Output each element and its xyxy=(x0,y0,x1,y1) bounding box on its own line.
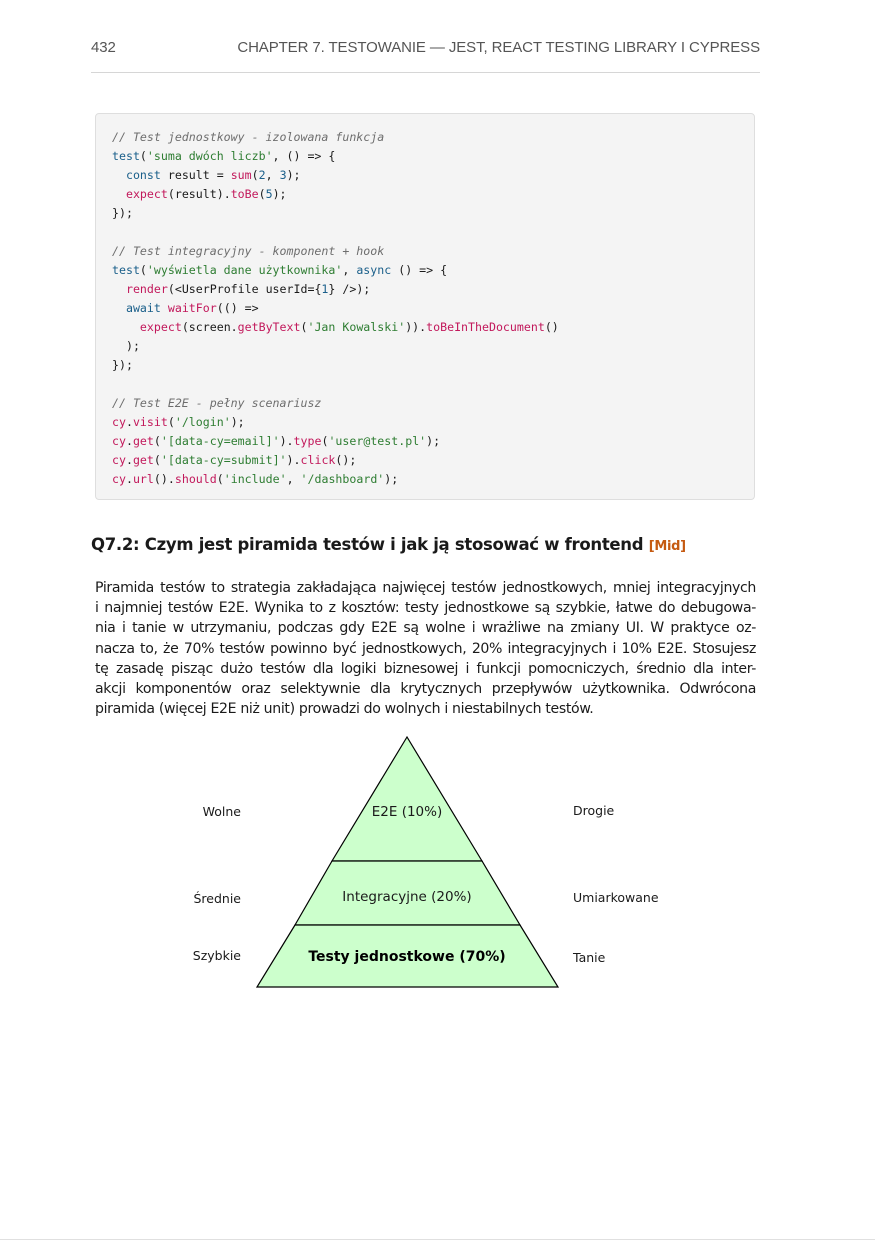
code-line xyxy=(112,223,559,242)
code-line xyxy=(112,299,559,318)
code-token: result = xyxy=(160,168,231,182)
tier-label-top: E2E (10%) xyxy=(371,804,443,820)
code-token: ( xyxy=(167,415,175,429)
code-token: (). xyxy=(153,472,175,486)
paragraph-line: nacza to, że 70% testów powinno być jednostkowych, 20% integracyjnych i 10% E2E. Stosujesz xyxy=(95,640,756,657)
code-token: ( xyxy=(153,434,161,448)
pyramid-tier-top xyxy=(332,737,482,861)
code-token: 'Jan Kowalski' xyxy=(307,320,406,334)
code-token xyxy=(112,187,126,201)
code-token: toBe xyxy=(230,187,259,201)
code-token: test xyxy=(112,263,140,277)
code-line xyxy=(112,166,559,185)
code-line xyxy=(112,394,559,413)
paragraph-line: piramida (więcej E2E niż unit) prowadzi do wolnych i niestabilnych testów. xyxy=(95,701,594,718)
code-token: ( xyxy=(251,168,259,182)
code-token: visit xyxy=(132,415,168,429)
code-token: // Test jednostkowy - izolowana funkcja xyxy=(112,130,385,144)
code-token xyxy=(112,320,140,334)
code-token: 'wyświetla dane użytkownika' xyxy=(146,263,343,277)
code-token: ). xyxy=(286,453,301,467)
code-token: click xyxy=(300,453,336,467)
code-token: 3 xyxy=(279,168,287,182)
code-token: '/login' xyxy=(174,415,231,429)
code-line xyxy=(112,470,559,489)
code-block xyxy=(95,113,755,500)
code-token: , xyxy=(265,168,280,182)
cost-label-top: Drogie xyxy=(573,803,615,818)
code-token: '[data-cy=submit]' xyxy=(160,453,287,467)
code-token xyxy=(112,301,126,315)
test-pyramid-diagram xyxy=(180,730,680,995)
tier-label-middle: Integracyjne (20%) xyxy=(342,889,472,905)
question-heading xyxy=(91,535,686,554)
code-line xyxy=(112,375,559,394)
code-token: )). xyxy=(405,320,427,334)
code-token: , xyxy=(342,263,357,277)
code-token: (<UserProfile userId={ xyxy=(167,282,322,296)
code-token: const xyxy=(125,168,161,182)
code-listing xyxy=(112,128,559,489)
code-token: . xyxy=(125,415,133,429)
code-token: should xyxy=(174,472,217,486)
code-token: ); xyxy=(230,415,245,429)
code-line xyxy=(112,413,559,432)
code-line xyxy=(112,451,559,470)
code-token: cy xyxy=(112,415,126,429)
code-token: ); xyxy=(272,187,287,201)
code-token: } />); xyxy=(328,282,371,296)
code-token: sum xyxy=(230,168,252,182)
code-line xyxy=(112,204,559,223)
code-token: }); xyxy=(112,206,133,220)
code-token: () xyxy=(544,320,559,334)
code-token: 1 xyxy=(321,282,329,296)
paragraph-line: tę zasadę pisząc dużo testów dla logiki biznesowej i funkcji pomocniczych, średnio dla inter- xyxy=(95,660,756,677)
code-token: url xyxy=(132,472,154,486)
code-token: get xyxy=(132,453,154,467)
code-line xyxy=(112,242,559,261)
code-token xyxy=(161,301,168,315)
question-title: Q7.2: Czym jest piramida testów i jak ją stosować w frontend xyxy=(91,535,644,554)
code-token: waitFor xyxy=(167,301,217,315)
code-line xyxy=(112,261,559,280)
code-token: ( xyxy=(258,187,266,201)
code-token: expect xyxy=(139,320,182,334)
code-token: 5 xyxy=(265,187,273,201)
paragraph-line: i najmniej testów E2E. Wynika to z kosztów: testy jednostkowe są szybkie, łatwe do debugowa- xyxy=(95,600,756,617)
code-token: ); xyxy=(286,168,301,182)
code-token: ( xyxy=(153,453,161,467)
code-token: 2 xyxy=(258,168,266,182)
code-token: ); xyxy=(426,434,441,448)
code-line xyxy=(112,337,559,356)
speed-label-top: Wolne xyxy=(202,804,241,819)
code-token: await xyxy=(125,301,161,315)
code-token: . xyxy=(125,453,133,467)
code-token: ( xyxy=(139,149,147,163)
code-line xyxy=(112,280,559,299)
code-token: ( xyxy=(139,263,147,277)
code-token: (screen. xyxy=(181,320,238,334)
footer-divider xyxy=(0,1239,875,1240)
code-token: // Test E2E - pełny scenariusz xyxy=(112,396,322,410)
code-token: . xyxy=(125,472,133,486)
code-token: ( xyxy=(321,434,329,448)
paragraph-line: nia i tanie w utrzymaniu, podczas gdy E2E są wolne i wrażliwe na zmiany UI. W praktyce oz- xyxy=(95,620,756,637)
tier-label-bottom: Testy jednostkowe (70%) xyxy=(308,949,506,965)
paragraph-line: akcji komponentów oraz selektywnie dla krytycznych przepływów użytkownika. Odwrócona xyxy=(95,680,756,697)
code-line xyxy=(112,128,559,147)
code-token: (); xyxy=(335,453,357,467)
answer-paragraph xyxy=(95,578,756,719)
code-token: (result). xyxy=(167,187,231,201)
header-divider xyxy=(91,72,760,73)
code-token: 'suma dwóch liczb' xyxy=(146,149,273,163)
code-token: 'user@test.pl' xyxy=(328,434,427,448)
code-token: , () => { xyxy=(272,149,336,163)
code-token: cy xyxy=(112,453,126,467)
code-token: type xyxy=(293,434,322,448)
code-token: // Test integracyjny - komponent + hook xyxy=(112,244,385,258)
code-token: ); xyxy=(384,472,399,486)
code-token: getByText xyxy=(237,320,301,334)
code-token: render xyxy=(125,282,168,296)
code-line xyxy=(112,356,559,375)
code-line xyxy=(112,318,559,337)
code-token xyxy=(112,282,126,296)
code-token: ). xyxy=(279,434,294,448)
code-token: '/dashboard' xyxy=(300,472,385,486)
difficulty-badge: [Mid] xyxy=(648,539,686,554)
code-line xyxy=(112,147,559,166)
code-token: cy xyxy=(112,472,126,486)
code-token: , xyxy=(286,472,301,486)
code-token: '[data-cy=email]' xyxy=(160,434,280,448)
code-line xyxy=(112,432,559,451)
code-token: () => { xyxy=(391,263,448,277)
code-token: cy xyxy=(112,434,126,448)
cost-label-middle: Umiarkowane xyxy=(573,890,659,905)
code-token: expect xyxy=(125,187,168,201)
cost-label-bottom: Tanie xyxy=(573,950,606,965)
code-token: ( xyxy=(216,472,224,486)
page-header xyxy=(91,37,760,59)
code-token: get xyxy=(132,434,154,448)
code-token: toBeInTheDocument xyxy=(426,320,545,334)
speed-label-middle: Średnie xyxy=(193,891,241,906)
speed-label-bottom: Szybkie xyxy=(192,948,241,963)
code-token xyxy=(112,168,126,182)
code-token: 'include' xyxy=(223,472,287,486)
page-number: 432 xyxy=(91,39,116,56)
code-token: async xyxy=(356,263,392,277)
code-line xyxy=(112,185,559,204)
code-token: (() => xyxy=(216,301,259,315)
code-token: ( xyxy=(300,320,308,334)
code-token: test xyxy=(112,149,140,163)
chapter-title: CHAPTER 7. TESTOWANIE — JEST, REACT TESTING LIBRARY I CYPRESS xyxy=(237,39,760,56)
paragraph-line: Piramida testów to strategia zakładająca najwięcej testów jednostkowych, mniej integracyjnych xyxy=(95,580,756,596)
code-token: . xyxy=(125,434,133,448)
code-token: }); xyxy=(112,358,133,372)
code-token: ); xyxy=(112,339,140,353)
